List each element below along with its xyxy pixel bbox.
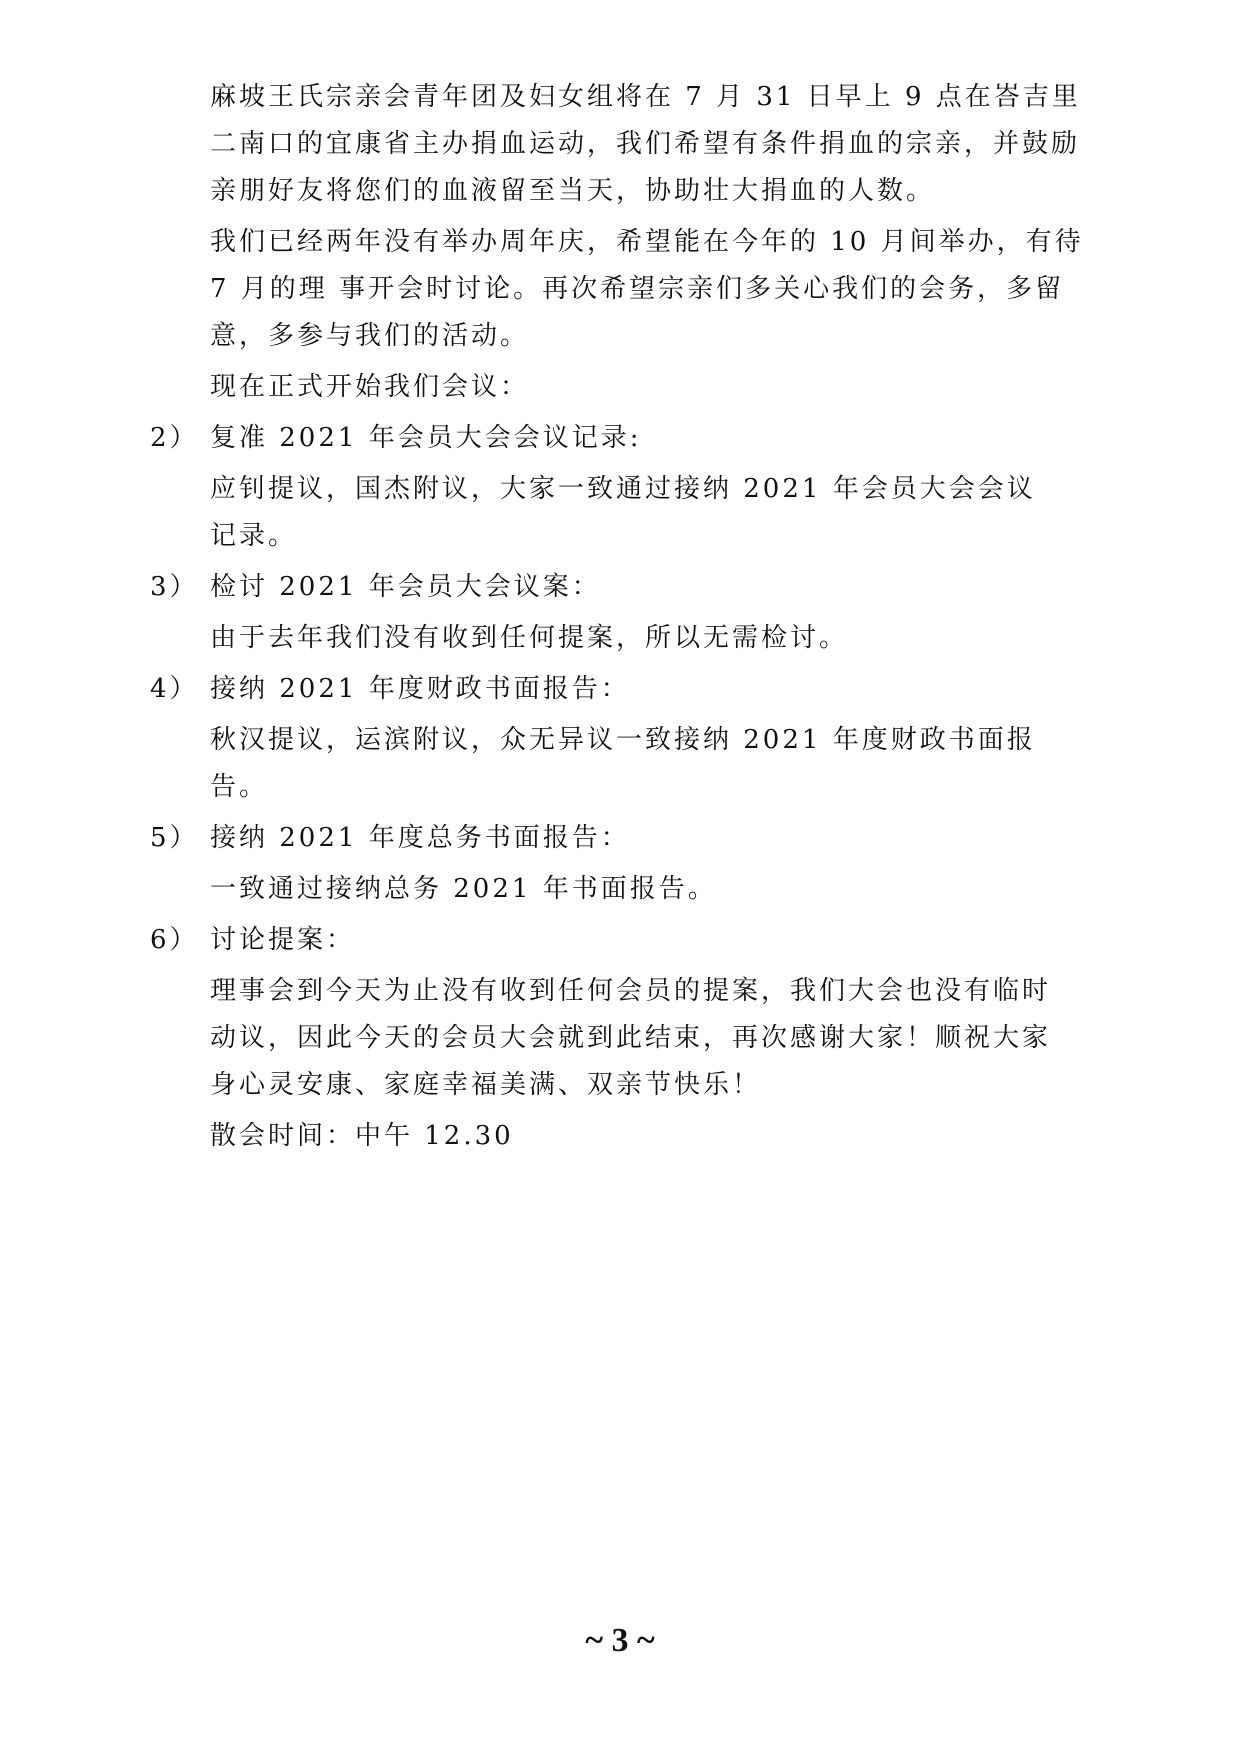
agenda-item-6 [150,917,1100,964]
agenda-item-number: 4） [150,674,199,704]
agenda-item-5 [150,815,1100,862]
closing-time: 散会时间：中午 12.30 [210,1121,514,1151]
agenda-item-body: 理事会到今天为止没有收到任何会员的提案，我们大会也没有临时动议，因此今天的会员大会就到此结束，再次感谢大家！顺祝大家身心灵安康、家庭幸福美满、双亲节快乐！ [210,976,1052,1100]
agenda-item-title: 检讨 2021 年会员大会议案： [210,572,601,602]
agenda-item-title: 复准 2021 年会员大会会议记录: [210,423,642,453]
agenda-item-number: 3） [150,572,199,602]
agenda-item-body: 应钊提议，国杰附议，大家一致通过接纳 2021 年会员大会会议记录。 [210,474,1036,551]
agenda-item-body: 由于去年我们没有收到任何提案，所以无需检讨。 [210,623,849,653]
agenda-item-title: 接纳 2021 年度财政书面报告： [210,674,630,704]
agenda-item-number: 6） [150,925,199,955]
agenda-item-title: 接纳 2021 年度总务书面报告： [210,823,630,853]
agenda-item-title: 讨论提案： [210,925,356,955]
page-content [150,74,1100,1164]
paragraph-anniversary: 我们已经两年没有举办周年庆，希望能在今年的 10 月间举办，有待 7 月的理 事开会时讨论。再次希望宗亲们多关心我们的会务，多留意，多参与我们的活动。 [210,227,1084,351]
agenda-item-body: 一致通过接纳总务 2021 年书面报告。 [210,874,717,904]
agenda-item-3 [150,564,1100,611]
page-number: ~ 3 ~ [585,1622,655,1659]
agenda-item-body: 秋汉提议，运滨附议，众无异议一致接纳 2021 年度财政书面报告。 [210,725,1036,802]
paragraph-meeting-start: 现在正式开始我们会议： [210,372,530,402]
paragraph-blood-donation: 麻坡王氏宗亲会青年团及妇女组将在 7 月 31 日早上 9 点在峇吉里二南口的宜康省主办捐血运动，我们希望有条件捐血的宗亲，并鼓励亲朋好友将您们的血液留至当天，协助壮大捐血的人数。 [210,82,1081,206]
agenda-item-4 [150,666,1100,713]
agenda-item-2 [150,415,1100,462]
agenda-item-number: 2） [150,423,199,453]
agenda-item-number: 5） [150,823,199,853]
